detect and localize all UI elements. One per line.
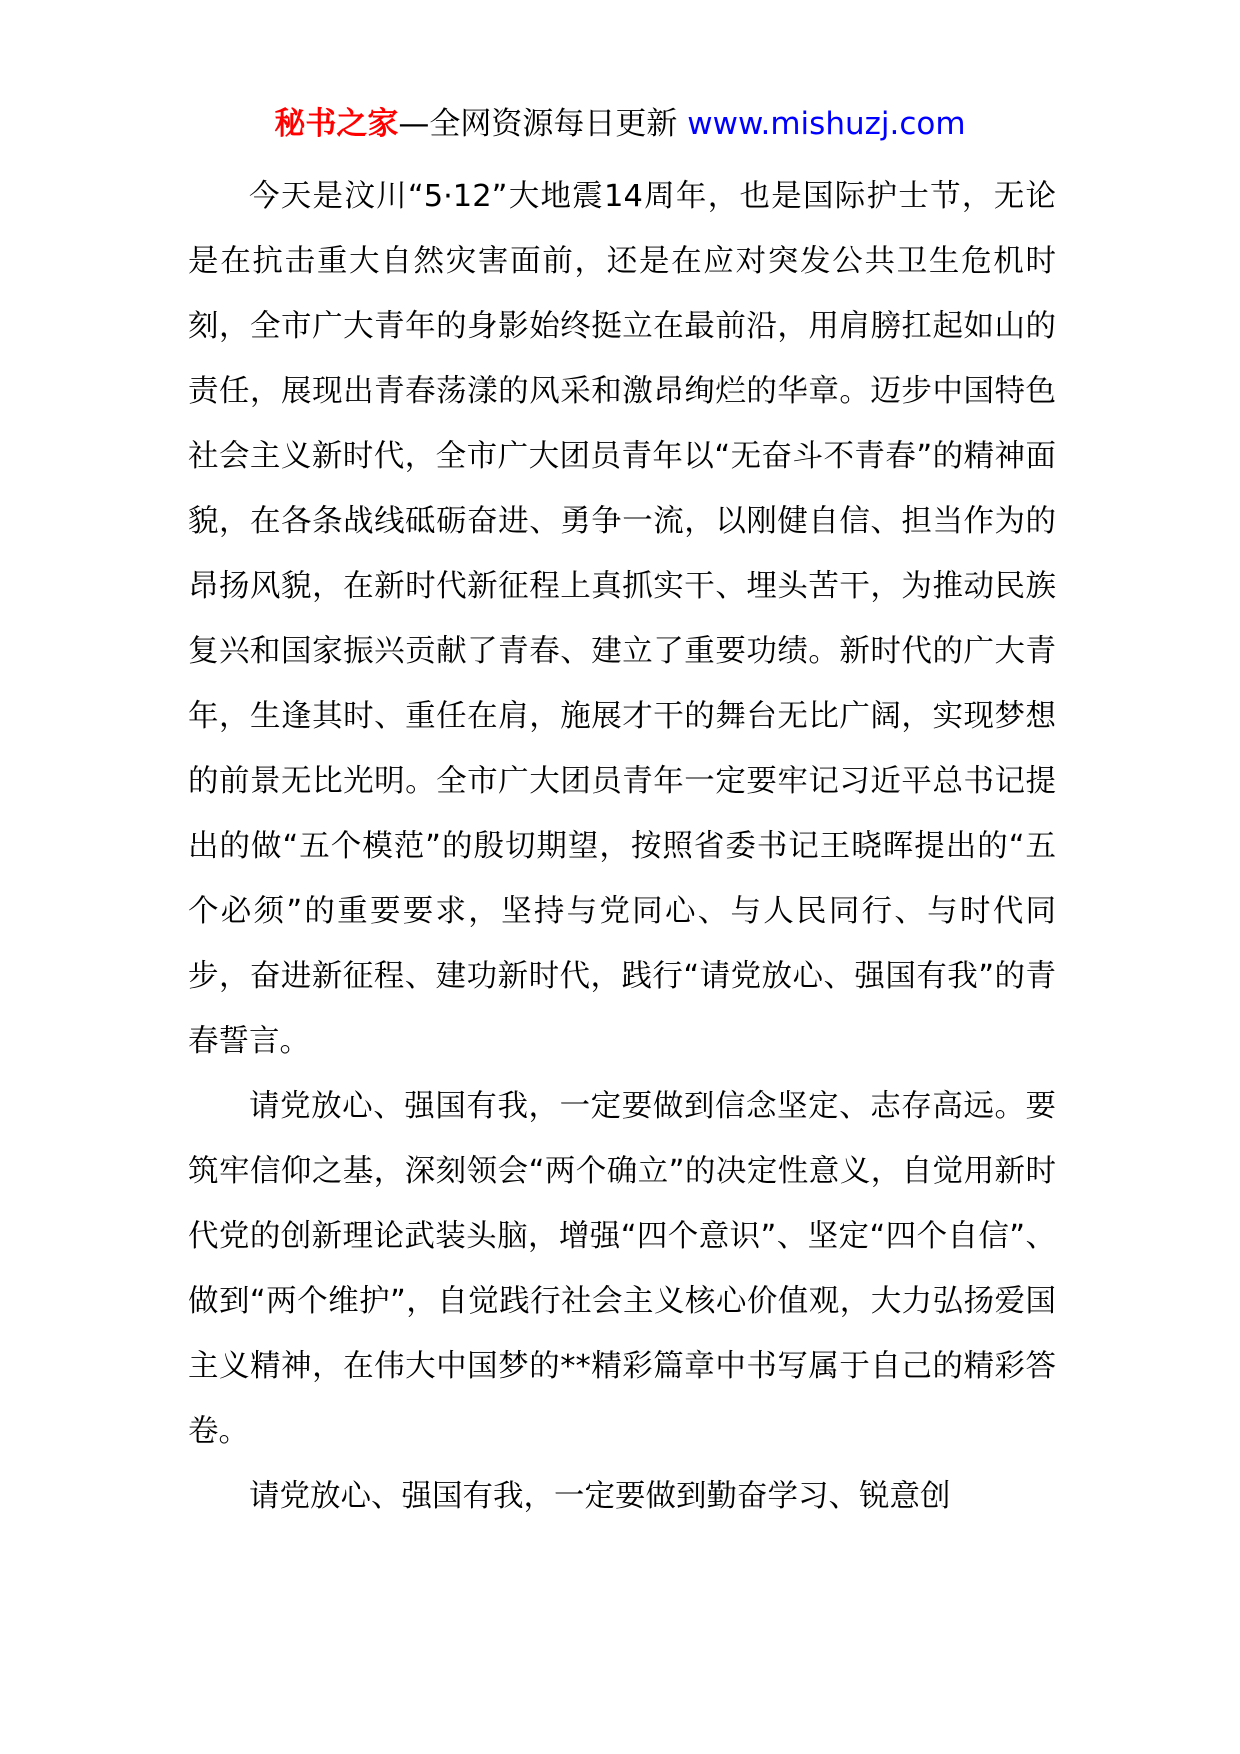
- site-url-link[interactable]: www.mishuzj.com: [687, 106, 966, 142]
- document-body: [188, 164, 1056, 1529]
- paragraph: 今天是汶川“5·12”大地震14周年，也是国际护士节，无论是在抗击重大自然灾害面前，还是在应对突发公共卫生危机时刻，全市广大青年的身影始终挺立在最前沿，用肩膀扛起如山的责任，展现出青春荡漾的风采和激昂绚烂的华章。迈步中国特色社会主义新时代，全市广大团员青年以“无奋斗不青春”的精神面貌，在各条战线砥砺奋进、勇争一流，以刚健自信、担当作为的昂扬风貌，在新时代新征程上真抓实干、埋头苦干，为推动民族复兴和国家振兴贡献了青春、建立了重要功绩。新时代的广大青年，生逢其时、重任在肩，施展才干的舞台无比广阔，实现梦想的前景无比光明。全市广大团员青年一定要牢记习近平总书记提出的做“五个模范”的殷切期望，按照省委书记王晓晖提出的“五个必须”的重要要求，坚持与党同心、与人民同行、与时代同步，奋进新征程、建功新时代，践行“请党放心、强国有我”的青春誓言。: [188, 179, 1056, 1059]
- paragraph: 请党放心、强国有我，一定要做到勤奋学习、锐意创: [249, 1479, 951, 1514]
- site-tagline: —全网资源每日更新: [398, 106, 678, 142]
- paragraph: 请党放心、强国有我，一定要做到信念坚定、志存高远。要筑牢信仰之基，深刻领会“两个确立”的决定性意义，自觉用新时代党的创新理论武装头脑，增强“四个意识”、坚定“四个自信”、做到“两个维护”，自觉践行社会主义核心价值观，大力弘扬爱国主义精神，在伟大中国梦的**精彩篇章中书写属于自己的精彩答卷。: [188, 1089, 1056, 1449]
- header-banner: [0, 102, 1240, 146]
- site-name: 秘书之家: [274, 106, 399, 142]
